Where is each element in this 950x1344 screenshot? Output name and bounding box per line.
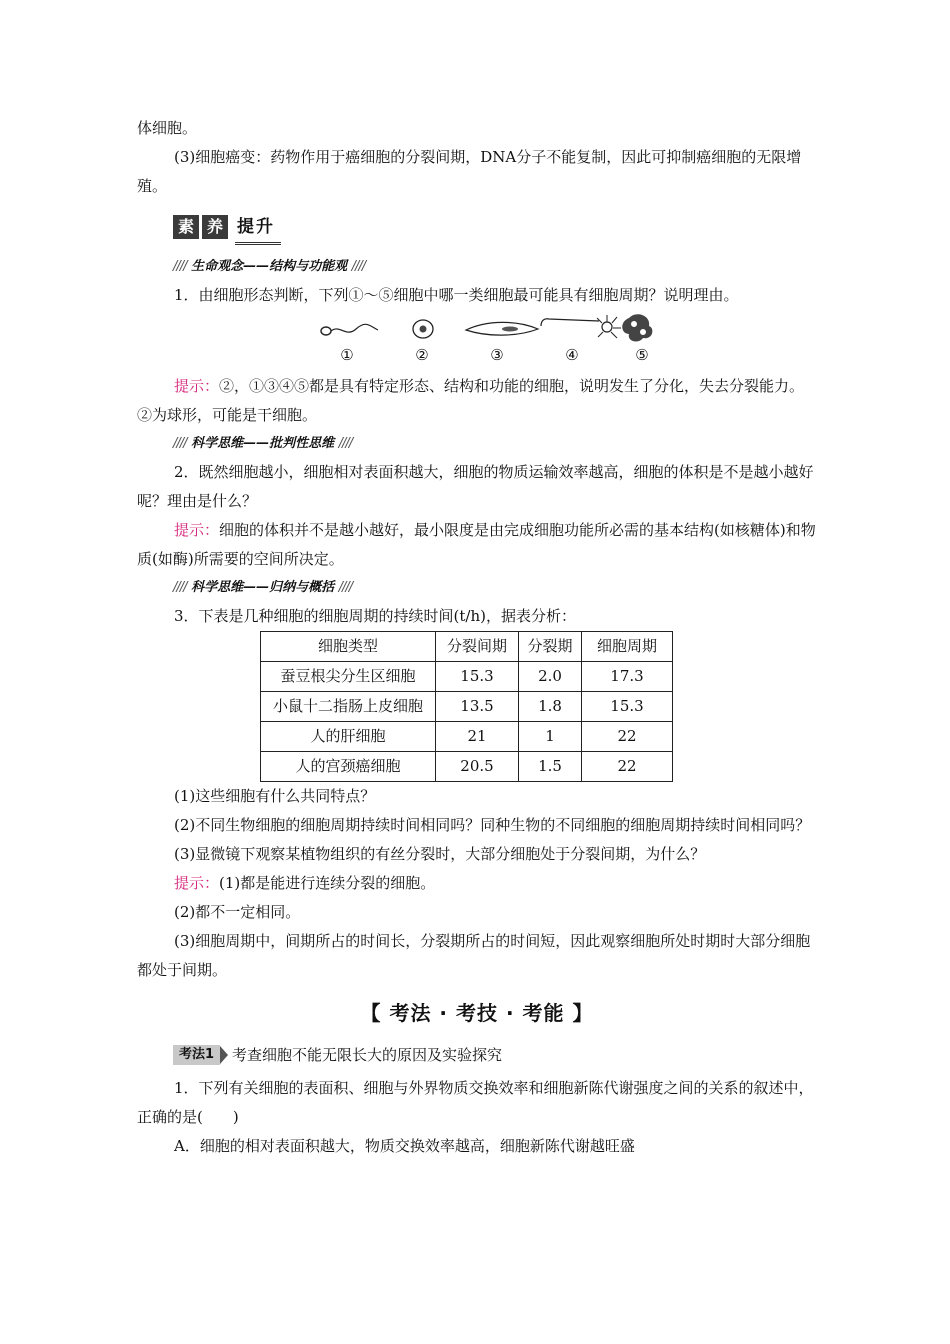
table-cell: 13.5 xyxy=(436,692,519,722)
q1-hint-text: ②，①③④⑤都是具有特定形态、结构和功能的细胞，说明发生了分化，失去分裂能力。②为球形，可能是干细胞。 xyxy=(137,377,805,424)
section-badge xyxy=(173,213,281,241)
method-1-tag xyxy=(173,1041,502,1070)
q2-hint-text: 细胞的体积并不是越小越好，最小限度是由完成细胞功能所必需的基本结构(如核糖体)和物质(如酶)所需要的空间所决定。 xyxy=(137,521,816,568)
table-cell: 17.3 xyxy=(582,662,673,692)
table-cell: 22 xyxy=(582,752,673,782)
intro-point-3: (3)细胞癌变：药物作用于癌细胞的分裂间期，DNA分子不能复制，因此可抑制癌细胞的无限增殖。 xyxy=(137,148,802,195)
table-header-cell: 分裂间期 xyxy=(436,632,519,662)
page-content xyxy=(137,114,817,1161)
q2-subhead-text: 科学思维——批判性思维 xyxy=(191,436,335,451)
q3-answer-2: (2)都不一定相同。 xyxy=(174,903,301,921)
intro-continuation: 体细胞。 xyxy=(137,119,198,137)
table-row xyxy=(261,692,673,722)
q3-question: 3．下表是几种细胞的细胞周期的持续时间(t/h)，据表分析： xyxy=(174,607,576,625)
method-1-label: 考法1 xyxy=(173,1045,220,1065)
table-header-row xyxy=(261,632,673,662)
table-header-cell: 细胞类型 xyxy=(261,632,436,662)
method-1-option-a: A．细胞的相对表面积越大，物质交换效率越高，细胞新陈代谢越旺盛 xyxy=(174,1136,635,1155)
q2-hint xyxy=(137,516,817,574)
figure-label-3: ③ xyxy=(490,346,504,364)
figure-1 xyxy=(312,310,382,366)
figure-label-2: ② xyxy=(415,346,429,364)
table-cell: 人的肝细胞 xyxy=(261,722,436,752)
figure-label-4: ④ xyxy=(565,346,579,364)
badge-char-2: 养 xyxy=(202,215,228,239)
q3-sub-3: (3)显微镜下观察某植物组织的有丝分裂时，大部分细胞处于分裂间期，为什么？ xyxy=(174,845,706,863)
method-1-question: 1．下列有关细胞的表面积、细胞与外界物质交换效率和细胞新陈代谢强度之间的关系的叙述中，正确的是( ) xyxy=(137,1078,814,1126)
table-cell: 20.5 xyxy=(436,752,519,782)
q1-question: 1．由细胞形态判断，下列①～⑤细胞中哪一类细胞最可能具有细胞周期？说明理由。 xyxy=(174,286,739,304)
spindle-cell-icon xyxy=(462,310,542,344)
q3-sub-1: (1)这些细胞有什么共同特点？ xyxy=(174,787,376,805)
table-cell: 22 xyxy=(582,722,673,752)
table-cell: 1.5 xyxy=(519,752,582,782)
q3-answer-3: (3)细胞周期中，间期所占的时间长，分裂期所占的时间短，因此观察细胞所处时期时大部分细胞都处于间期。 xyxy=(137,932,811,979)
table-header-cell: 细胞周期 xyxy=(582,632,673,662)
table-cell: 1.8 xyxy=(519,692,582,722)
cell-cycle-table xyxy=(260,631,673,782)
figure-2 xyxy=(387,310,457,366)
badge-char-1: 素 xyxy=(173,215,199,239)
irregular-cell-icon xyxy=(607,310,677,344)
figure-label-1: ① xyxy=(340,346,354,364)
q3-subhead: //// 科学思维——归纳与概括 //// xyxy=(173,580,353,595)
section-header xyxy=(173,213,817,247)
table-cell: 小鼠十二指肠上皮细胞 xyxy=(261,692,436,722)
table-cell: 21 xyxy=(436,722,519,752)
table-cell: 1 xyxy=(519,722,582,752)
q1-subhead-text: 生命观念——结构与功能观 xyxy=(191,259,348,274)
badge-text: 提升 xyxy=(235,213,281,245)
q1-subhead: //// 生命观念——结构与功能观 //// xyxy=(173,259,366,274)
table-row xyxy=(261,752,673,782)
section-big-title: 【 考法 · 考技 · 考能 】 xyxy=(360,1001,594,1025)
q3-subhead-text: 科学思维——归纳与概括 xyxy=(191,580,335,595)
table-cell: 15.3 xyxy=(436,662,519,692)
table-cell: 2.0 xyxy=(519,662,582,692)
q2-hint-label: 提示： xyxy=(174,521,220,539)
q2-question: 2．既然细胞越小，细胞相对表面积越大，细胞的物质运输效率越高，细胞的体积是不是越小越好呢？理由是什么？ xyxy=(137,463,814,510)
sperm-cell-icon xyxy=(312,310,382,344)
table-cell: 人的宫颈癌细胞 xyxy=(261,752,436,782)
q3-hint-1 xyxy=(137,869,817,898)
q1-hint xyxy=(137,372,817,430)
figure-label-5: ⑤ xyxy=(635,346,649,364)
figure-3 xyxy=(462,310,532,366)
arrow-right-icon xyxy=(220,1046,228,1064)
method-1-title: 考查细胞不能无限长大的原因及实验探究 xyxy=(232,1045,503,1064)
q3-answer-1: (1)都是能进行连续分裂的细胞。 xyxy=(219,874,436,892)
figure-5 xyxy=(607,310,677,366)
table-cell: 蚕豆根尖分生区细胞 xyxy=(261,662,436,692)
cell-figures xyxy=(137,310,817,372)
table-cell: 15.3 xyxy=(582,692,673,722)
q3-hint-label: 提示： xyxy=(174,874,220,892)
q1-hint-label: 提示： xyxy=(174,377,220,395)
q2-subhead: //// 科学思维——批判性思维 //// xyxy=(173,436,353,451)
table-row xyxy=(261,722,673,752)
q3-sub-2: (2)不同生物细胞的细胞周期持续时间相同吗？同种生物的不同细胞的细胞周期持续时间相同吗？ xyxy=(174,816,811,834)
round-cell-icon xyxy=(387,310,457,344)
figure-4 xyxy=(537,310,607,366)
table-header-cell: 分裂期 xyxy=(519,632,582,662)
table-row xyxy=(261,662,673,692)
